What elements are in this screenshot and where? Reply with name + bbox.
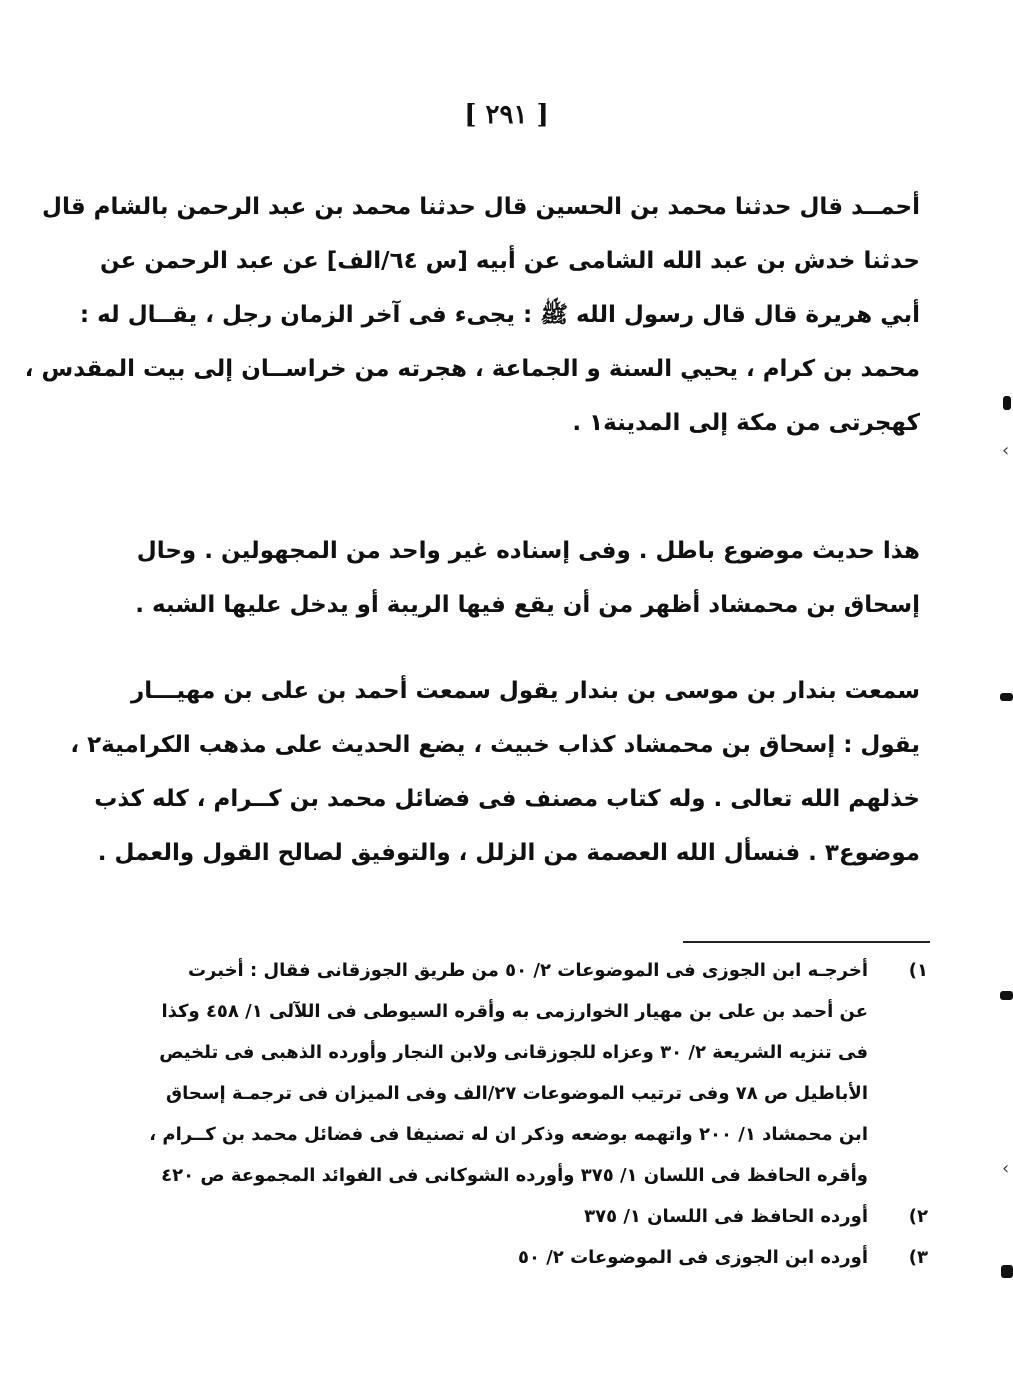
footnote-line: أخرجـه ابن الجوزى فى الموضوعات ٢/ ٥٠ من طريق الجوزقانى فقال : أخبرت xyxy=(187,960,868,981)
footnote-line: أورده ابن الجوزى فى الموضوعات ٢/ ٥٠ xyxy=(517,1247,868,1268)
footnote-number: ٣) xyxy=(908,1247,928,1268)
footnote-divider xyxy=(683,941,930,943)
binding-hole-mark xyxy=(1000,991,1013,1000)
margin-glyph: ‹ xyxy=(1002,440,1010,461)
paragraph-narration xyxy=(70,664,920,880)
paragraph-hadith xyxy=(24,180,920,450)
footnote-line: أورده الحافظ فى اللسان ١/ ٣٧٥ xyxy=(584,1206,868,1227)
binding-hole-mark xyxy=(1003,396,1011,410)
text-line: أبي هريرة قال قال رسول الله ﷺ : يجىء فى آخر الزمان رجل ، يقــال له : xyxy=(79,302,920,328)
text-line: موضوع٣ . فنسأل الله العصمة من الزلل ، والتوفيق لصالح القول والعمل . xyxy=(97,840,920,866)
footnote-line: ابن محمشاد ١/ ٢٠٠ واتهمه بوضعه وذكر ان له تصنيفا فى فضائل محمد بن كــرام ، xyxy=(149,1124,868,1145)
margin-glyph: ‹ xyxy=(1002,1158,1010,1179)
footnote-line: وأقره الحافظ فى اللسان ١/ ٣٧٥ وأورده الشوكانى فى الفوائد المجموعة ص ٤٢٠ xyxy=(161,1165,868,1186)
footnote-line: الأباطيل ص ٧٨ وفى ترتيب الموضوعات ٢٧/الف وفى الميزان فى ترجمـة إسحاق xyxy=(166,1083,868,1104)
footnote-1 xyxy=(149,950,930,1196)
footnote-2 xyxy=(205,1196,930,1237)
binding-hole-mark xyxy=(1001,1265,1013,1278)
footnote-line: عن أحمد بن على بن مهيار الخوارزمى به وأقره السيوطى فى اللآلى ١/ ٤٥٨ وكذا xyxy=(161,1001,868,1022)
text-line: كهجرتى من مكة إلى المدينة١ . xyxy=(572,410,920,436)
footnote-number: ١) xyxy=(908,960,928,981)
text-line: محمد بن كرام ، يحيي السنة و الجماعة ، هجرته من خراســان إلى بيت المقدس ، xyxy=(24,356,920,382)
text-line: أحمــد قال حدثنا محمد بن الحسين قال حدثنا محمد بن عبد الرحمن بالشام قال xyxy=(42,194,920,220)
text-line: هذا حديث موضوع باطل . وفى إسناده غير واحد من المجهولين . وحال xyxy=(136,538,920,564)
footnote-number: ٢) xyxy=(908,1206,928,1227)
footnotes xyxy=(149,950,930,1278)
binding-hole-mark xyxy=(1000,693,1013,701)
text-line: سمعت بندار بن موسى بن بندار يقول سمعت أحمد بن على بن مهيـــار xyxy=(131,678,920,704)
footnote-line: فى تنزيه الشريعة ٢/ ٣٠ وعزاه للجوزقانى ولابن النجار وأورده الذهبى فى تلخيص xyxy=(159,1042,868,1063)
page-number: [ ٢٩١ ] xyxy=(464,100,549,130)
text-line: خذلهم الله تعالى . وله كتاب مصنف فى فضائل محمد بن كــرام ، كله كذب xyxy=(94,786,920,812)
text-line: إسحاق بن محمشاد أظهر من أن يقع فيها الريبة أو يدخل عليها الشبه . xyxy=(135,592,920,618)
paragraph-commentary xyxy=(135,524,920,632)
text-line: يقول : إسحاق بن محمشاد كذاب خبيث ، يضع الحديث على مذهب الكرامية٢ ، xyxy=(70,732,920,758)
text-line: حدثنا خدش بن عبد الله الشامى عن أبيه [س ٦٤/الف] عن عبد الرحمن عن xyxy=(99,248,920,274)
footnote-3 xyxy=(205,1237,930,1278)
